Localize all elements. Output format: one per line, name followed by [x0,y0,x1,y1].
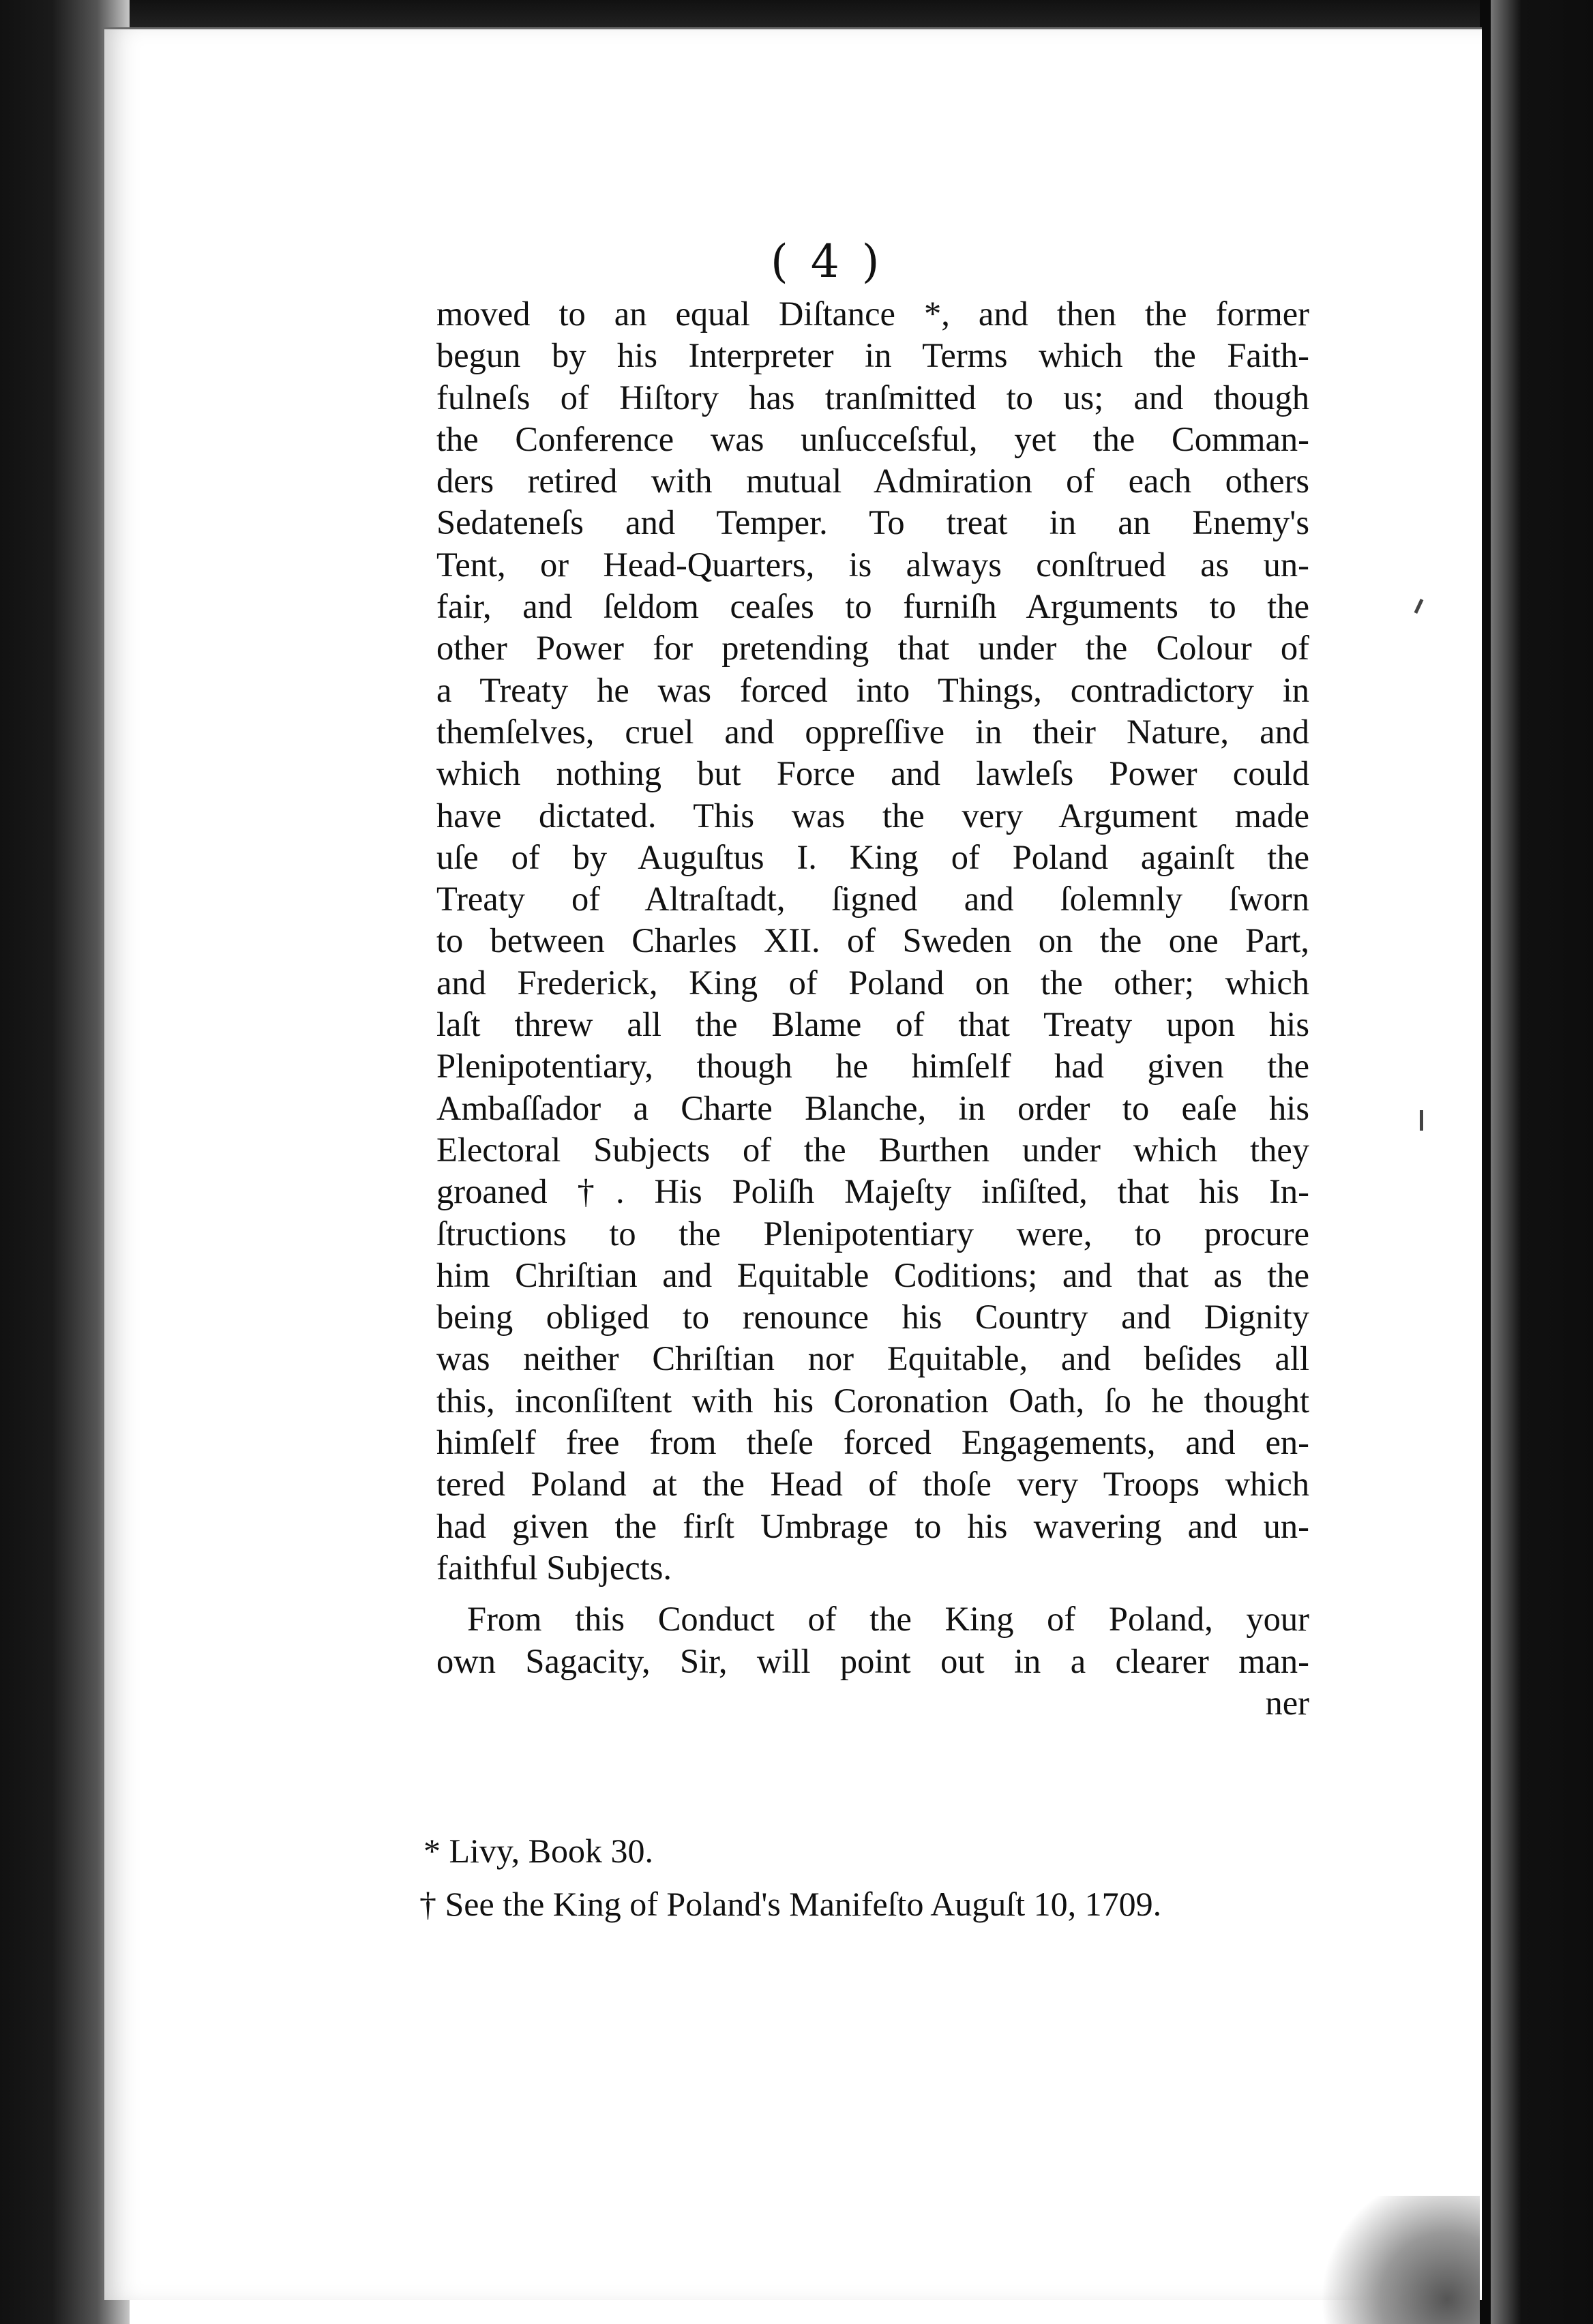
text-line: From this Conduct of the King of Poland, your [467,1600,1309,1639]
catchword: ner [1265,1683,1309,1722]
text-line: him Chriſtian and Equitable Coditions; and that as the [436,1255,1309,1294]
text-line: to between Charles XII. of Sweden on the one Part, [436,921,1309,960]
text-line: Treaty of Altraſtadt, ſigned and ſolemnly ſworn [436,880,1309,919]
text-line: Electoral Subjects of the Burthen under which they [436,1130,1309,1169]
text-line: groaned †. His Poliſh Majeſty inſiſted, that his In- [436,1172,1309,1211]
page-corner-shadow [1316,2196,1480,2324]
text-line: other Power for pretending that under the Colour of [436,629,1309,668]
text-line: tered Poland at the Head of thoſe very Troops which [436,1465,1309,1504]
margin-mark [1420,1110,1423,1131]
text-line: moved to an equal Diſtance *, and then the former [436,295,1309,333]
text-line: ſtructions to the Plenipotentiary were, to procure [436,1214,1309,1253]
text-line: Tent, or Head-Quarters, is always conſtrued as un- [436,545,1309,584]
text-line: had given the firſt Umbrage to his wavering and un- [436,1506,1309,1545]
text-line: and Frederick, King of Poland on the other; which [436,963,1309,1002]
text-line: faithful Subjects. [436,1548,672,1587]
scan-right-border [1491,0,1593,2324]
text-line: Plenipotentiary, though he himſelf had given the [436,1047,1309,1086]
text-line: which nothing but Force and lawleſs Power could [436,754,1309,793]
text-line: own Sagacity, Sir, will point out in a clearer man- [436,1641,1309,1680]
text-line: fair, and ſeldom ceaſes to furniſh Arguments to the [436,587,1309,626]
text-line: was neither Chriſtian nor Equitable, and beſides all [436,1339,1309,1378]
text-line: ders retired with mutual Admiration of each others [436,462,1309,501]
text-line: themſelves, cruel and oppreſſive in their Nature, and [436,712,1309,751]
text-line: himſelf free from theſe forced Engagements, and en- [436,1423,1309,1462]
text-line: being obliged to renounce his Country and Dignity [436,1298,1309,1337]
text-line: the Conference was unſucceſsful, yet the Comman- [436,419,1309,458]
text-line: uſe of by Auguſtus I. King of Poland againſt the [436,837,1309,876]
footnotes [419,1824,1306,1931]
text-line: fulneſs of Hiſtory has tranſmitted to us; and though [436,378,1309,417]
page-number: ( 4 ) [771,235,884,288]
paragraph-gap [436,1589,1309,1598]
text-line: Sedateneſs and Temper. To treat in an Enemy's [436,503,1309,542]
text-line: a Treaty he was forced into Things, contradictory in [436,670,1309,709]
body-text [436,293,1309,1724]
footnote-manifesto: † See the King of Poland's Manifeſto Auguſt 10, 1709. [419,1885,1162,1923]
text-line: this, inconſiſtent with his Coronation Oath, ſo he thought [436,1381,1309,1420]
footnote-livy: * Livy, Book 30. [423,1832,654,1870]
text-line: Ambaſſador a Charte Blanche, in order to eaſe his [436,1088,1309,1127]
text-line: have dictated. This was the very Argument made [436,796,1309,835]
text-line: begun by his Interpreter in Terms which the Faith- [436,336,1309,375]
text-line: laſt threw all the Blame of that Treaty upon his [436,1005,1309,1044]
